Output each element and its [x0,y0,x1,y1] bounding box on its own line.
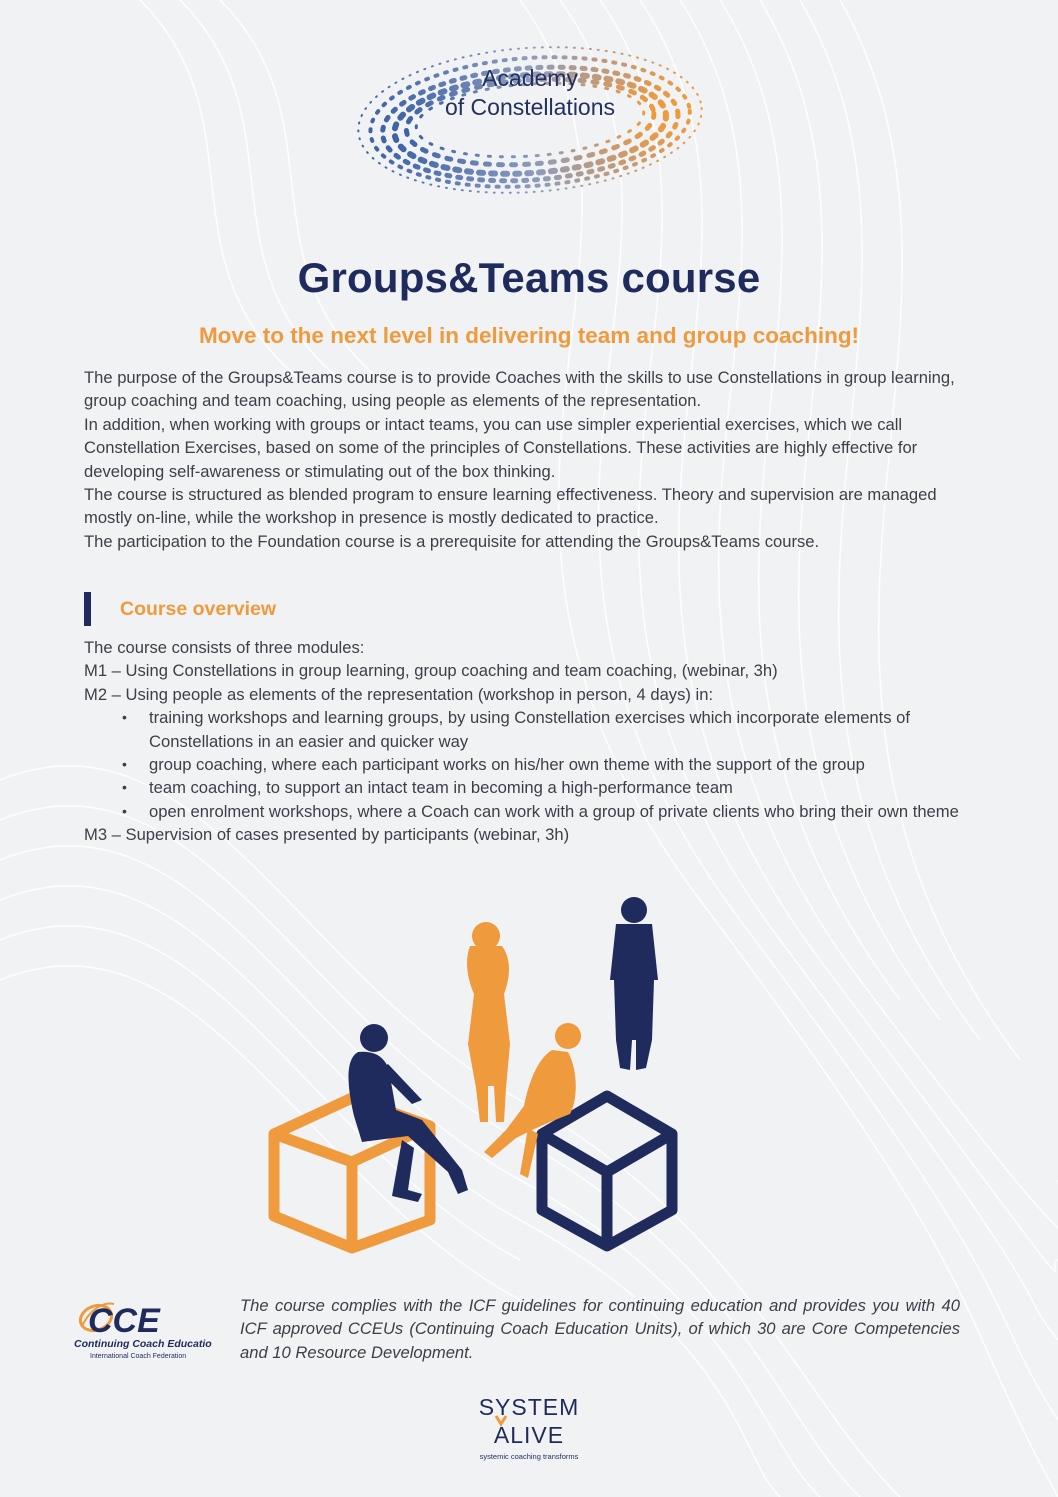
section-heading-overview: Course overview [120,598,277,620]
cce-logo-subtitle: Continuing Coach Education [74,1338,212,1350]
standing-man-icon [610,897,658,1070]
academy-logo-line2: of Constellations [444,94,616,120]
module-m3: M3 – Supervision of cases presented by participants (webinar, 3h) [84,825,570,845]
system-alive-logo [468,1394,590,1466]
system-alive-line1: SYSTEM [478,1394,580,1420]
cce-logo [72,1296,212,1362]
standing-woman-icon [467,922,510,1122]
list-item: • open enrolment workshops, where a Coach can work with a group of private clients who bring their own theme [84,800,984,823]
section-marker [84,592,91,626]
module-m2: M2 – Using people as elements of the representation (workshop in person, 4 days) in: [84,684,714,704]
academy-logo-text [352,64,708,122]
cce-logo-org: International Coach Federation [90,1353,187,1360]
m2-bullet-list [84,706,984,823]
list-item: • training workshops and learning groups, by using Constellation exercises which incorporate elements of Constellations in an easier and quicker way [84,706,984,753]
navy-cube-icon [542,1096,672,1246]
cce-logo-icon [72,1296,212,1362]
intro-paragraph: The participation to the Foundation course is a prerequisite for attending the Groups&Teams course. [84,531,820,551]
course-overview [84,636,984,847]
icf-compliance-note: The course complies with the ICF guidelines for continuing education and provides you with 40 ICF approved CCEUs (Continuing Coach Education Units), of which 30 are Core Competencies and 10 Resource Development. [240,1296,960,1362]
intro-paragraph: The course is structured as blended program to ensure learning effectiveness. Theory and supervision are managed mostly on-line, while the workshop in presence is mostly dedicated to practice. [84,485,937,528]
page-title: Groups&Teams course [297,254,761,301]
list-item: • group coaching, where each participant works on his/her own theme with the support of the group [84,753,984,776]
system-alive-tagline: systemic coaching transforms [479,1452,579,1461]
system-alive-line2: ALIVE [493,1422,565,1448]
intro-paragraph: The purpose of the Groups&Teams course is to provide Coaches with the skills to use Constellations in group learning, group coaching and team coaching, using people as elements of the representation. [84,368,955,411]
intro-text [84,366,984,553]
intro-paragraph: In addition, when working with groups or intact teams, you can use simpler experiential exercises, which we call Constellation Exercises, based on some of the principles of Constellations. These activities are highly effective for developing self-awareness or stimulating out of the box thinking. [84,414,918,481]
list-item: • team coaching, to support an intact team in becoming a high-performance team [84,776,984,799]
academy-logo-line1: Academy [482,65,578,91]
overview-lead: The course consists of three modules: [84,638,365,657]
team-illustration [262,890,692,1260]
page-subtitle: Move to the next level in delivering team and group coaching! [198,323,860,348]
academy-logo [352,36,708,198]
cce-logo-letters: CCE [88,1302,160,1340]
module-m1: M1 – Using Constellations in group learning, group coaching and team coaching, (webinar, 3h) [84,661,778,681]
